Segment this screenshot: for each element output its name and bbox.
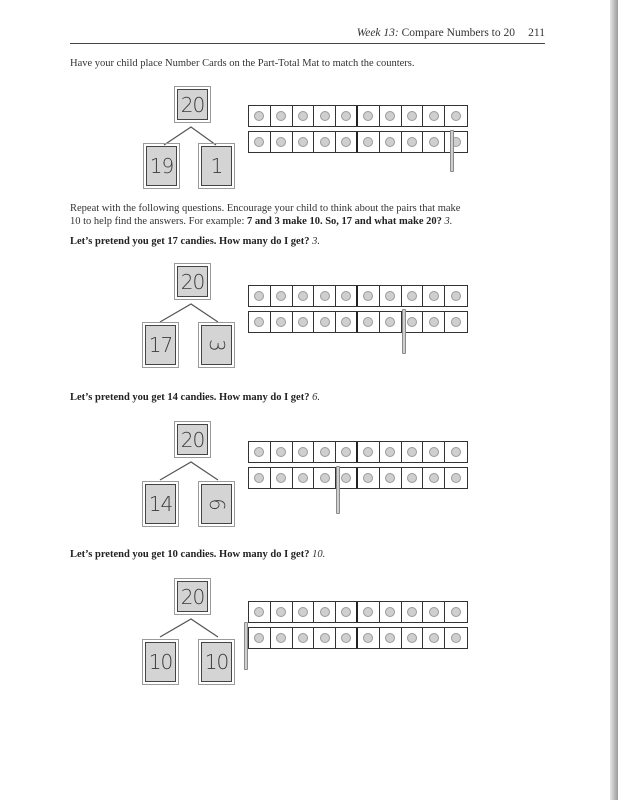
counter	[276, 111, 286, 121]
ten-frame-cell	[380, 628, 402, 648]
counter	[407, 111, 417, 121]
ten-frame-cell	[445, 106, 467, 126]
connector-lines	[148, 613, 228, 643]
ten-frame-cell	[271, 468, 293, 488]
ten-frame-cell	[293, 106, 315, 126]
counter	[298, 633, 308, 643]
question-10-candies: Let’s pretend you get 10 candies. How many do I get? 10.	[70, 549, 326, 560]
ten-frame-cell	[271, 312, 293, 332]
ten-frame-cell	[249, 312, 271, 332]
ten-frame-cell	[336, 132, 358, 152]
ten-frame-cell	[358, 442, 380, 462]
question-17-candies: Let’s pretend you get 17 candies. How many do I get? 3.	[70, 236, 320, 247]
ten-frame-row-top	[248, 285, 468, 307]
ten-frame-cell	[423, 442, 445, 462]
ten-frame-cell	[380, 132, 402, 152]
ten-frame-cell	[358, 602, 380, 622]
ten-frame-cell	[358, 628, 380, 648]
ten-frame-cell	[380, 602, 402, 622]
counter	[276, 607, 286, 617]
ten-frame-cell	[358, 286, 380, 306]
part-card-left: 19	[146, 146, 177, 186]
counter	[320, 317, 330, 327]
ten-frame-cell	[402, 442, 424, 462]
ten-frame-cell	[423, 468, 445, 488]
counter	[341, 111, 351, 121]
counter	[429, 447, 439, 457]
counter	[254, 473, 264, 483]
counter	[385, 111, 395, 121]
counter-divider-stick	[402, 309, 406, 354]
page-header	[70, 27, 545, 43]
counter	[429, 111, 439, 121]
counter	[298, 291, 308, 301]
page-edge-shadow	[610, 0, 618, 800]
ten-frame-cell	[380, 286, 402, 306]
ten-frame-cell	[271, 442, 293, 462]
counter	[363, 633, 373, 643]
ten-frame-cell	[293, 312, 315, 332]
ten-frame-row-bottom	[248, 467, 468, 489]
counter	[407, 607, 417, 617]
ten-frame-row-bottom	[248, 627, 468, 649]
counter	[276, 633, 286, 643]
part-card-left: 10	[145, 642, 176, 682]
ten-frame-cell	[445, 286, 467, 306]
counter	[254, 137, 264, 147]
ten-frame-cell	[423, 106, 445, 126]
ten-frame-cell	[402, 286, 424, 306]
ten-frame-cell	[249, 468, 271, 488]
counter	[320, 137, 330, 147]
ten-frame-cell	[271, 286, 293, 306]
part-card-left: 14	[145, 484, 176, 524]
counter	[320, 447, 330, 457]
total-card: 20	[177, 424, 208, 455]
counter	[429, 317, 439, 327]
ten-frame-cell	[314, 628, 336, 648]
ten-frame-cell	[249, 132, 271, 152]
ten-frame-cell	[271, 602, 293, 622]
counter	[385, 607, 395, 617]
ten-frame-cell	[358, 468, 380, 488]
ten-frame-cell	[314, 286, 336, 306]
counter	[385, 473, 395, 483]
counter	[254, 607, 264, 617]
ten-frame-cell	[402, 106, 424, 126]
ten-frame-cell	[271, 106, 293, 126]
ten-frame-cell	[314, 106, 336, 126]
counter	[363, 317, 373, 327]
counter	[363, 137, 373, 147]
counter	[276, 317, 286, 327]
total-card: 20	[177, 266, 208, 297]
counter	[407, 447, 417, 457]
ten-frame-cell	[380, 106, 402, 126]
ten-frame-cell	[423, 286, 445, 306]
ten-frame-cell	[423, 312, 445, 332]
counter	[363, 447, 373, 457]
ten-frame-cell	[358, 312, 380, 332]
counter	[320, 473, 330, 483]
counter	[320, 633, 330, 643]
counter	[429, 633, 439, 643]
counter	[298, 317, 308, 327]
ten-frame-cell	[314, 442, 336, 462]
counter	[254, 447, 264, 457]
counter	[429, 291, 439, 301]
ten-frame-cell	[271, 628, 293, 648]
ten-frame-cell	[314, 312, 336, 332]
ten-frame-cell	[380, 312, 402, 332]
counter	[276, 447, 286, 457]
ten-frame-row-top	[248, 441, 468, 463]
ten-frame-cell	[336, 106, 358, 126]
counter	[341, 633, 351, 643]
ten-frame-row-bottom	[248, 311, 468, 333]
counter	[254, 317, 264, 327]
intro-instruction: Have your child place Number Cards on the Part-Total Mat to match the counters.	[70, 58, 415, 69]
ten-frame-cell	[445, 312, 467, 332]
counter	[363, 291, 373, 301]
part-card-right: 10	[201, 642, 232, 682]
total-card: 20	[177, 89, 208, 120]
counter	[451, 607, 461, 617]
ten-frame-cell	[402, 468, 424, 488]
part-card-right: 3	[201, 325, 232, 365]
ten-frame-cell	[402, 602, 424, 622]
counter	[407, 317, 417, 327]
ten-frame-cell	[402, 628, 424, 648]
counter	[254, 291, 264, 301]
ten-frame-cell	[445, 602, 467, 622]
ten-frame-cell	[314, 602, 336, 622]
counter	[385, 137, 395, 147]
ten-frame-cell	[358, 132, 380, 152]
ten-frame-cell	[336, 286, 358, 306]
counter	[298, 607, 308, 617]
repeat-instruction-line2: 10 to help find the answers. For example: 7 and 3 make 10. So, 17 and what make 20? 3.	[70, 216, 453, 227]
ten-frame-cell	[358, 106, 380, 126]
page-number: 211	[528, 27, 545, 39]
ten-frame-cell	[336, 628, 358, 648]
ten-frame-row-top	[248, 601, 468, 623]
ten-frame-cell	[445, 628, 467, 648]
counter	[385, 317, 395, 327]
ten-frame-cell	[314, 468, 336, 488]
ten-frame-cell	[423, 602, 445, 622]
ten-frame-cell	[380, 468, 402, 488]
counter	[276, 137, 286, 147]
counter	[363, 111, 373, 121]
counter	[363, 473, 373, 483]
ten-frame-cell	[249, 106, 271, 126]
counter	[451, 473, 461, 483]
counter	[341, 607, 351, 617]
ten-frame-cell	[271, 132, 293, 152]
ten-frame-cell	[249, 628, 271, 648]
counter	[385, 447, 395, 457]
ten-frame-cell	[336, 602, 358, 622]
repeat-instruction-line1: Repeat with the following questions. Encourage your child to think about the pairs that make	[70, 203, 461, 214]
counter	[254, 111, 264, 121]
ten-frame-cell	[293, 628, 315, 648]
counter	[320, 111, 330, 121]
counter	[298, 111, 308, 121]
ten-frame-cell	[423, 628, 445, 648]
counter	[341, 137, 351, 147]
counter	[429, 473, 439, 483]
ten-frame-cell	[445, 442, 467, 462]
total-card: 20	[177, 581, 208, 612]
ten-frame-cell	[314, 132, 336, 152]
ten-frame-cell	[445, 132, 467, 152]
question-14-candies: Let’s pretend you get 14 candies. How many do I get? 6.	[70, 392, 320, 403]
ten-frame-cell	[445, 468, 467, 488]
connector-lines	[148, 456, 228, 486]
counter	[407, 633, 417, 643]
ten-frame-cell	[249, 286, 271, 306]
counter	[407, 291, 417, 301]
part-card-left: 17	[145, 325, 176, 365]
ten-frame-cell	[293, 468, 315, 488]
ten-frame-row-bottom	[248, 131, 468, 153]
counter	[298, 137, 308, 147]
header-title: Week 13: Compare Numbers to 20	[356, 27, 515, 39]
counter	[341, 291, 351, 301]
part-card-right: 6	[201, 484, 232, 524]
counter-divider-stick	[450, 130, 454, 172]
counter	[254, 633, 264, 643]
counter	[276, 291, 286, 301]
ten-frame-cell	[336, 442, 358, 462]
counter	[341, 317, 351, 327]
ten-frame-cell	[380, 442, 402, 462]
counter	[407, 137, 417, 147]
counter	[298, 447, 308, 457]
counter-divider-stick	[336, 466, 340, 514]
ten-frame-row-top	[248, 105, 468, 127]
ten-frame-cell	[293, 132, 315, 152]
ten-frame-cell	[402, 132, 424, 152]
counter	[276, 473, 286, 483]
counter	[298, 473, 308, 483]
ten-frame-cell	[249, 442, 271, 462]
counter	[320, 607, 330, 617]
ten-frame-cell	[293, 286, 315, 306]
ten-frame-cell	[336, 312, 358, 332]
part-card-right: 1	[201, 146, 232, 186]
counter	[451, 447, 461, 457]
counter	[363, 607, 373, 617]
counter	[451, 317, 461, 327]
counter	[451, 633, 461, 643]
counter	[451, 291, 461, 301]
counter	[451, 111, 461, 121]
counter	[429, 137, 439, 147]
connector-lines	[148, 298, 228, 328]
counter	[341, 447, 351, 457]
counter-divider-stick	[244, 622, 248, 670]
counter	[385, 291, 395, 301]
counter	[429, 607, 439, 617]
counter	[320, 291, 330, 301]
header-rule	[70, 43, 545, 44]
ten-frame-cell	[293, 602, 315, 622]
ten-frame-cell	[249, 602, 271, 622]
ten-frame-cell	[293, 442, 315, 462]
counter	[341, 473, 351, 483]
counter	[385, 633, 395, 643]
counter	[407, 473, 417, 483]
ten-frame-cell	[423, 132, 445, 152]
